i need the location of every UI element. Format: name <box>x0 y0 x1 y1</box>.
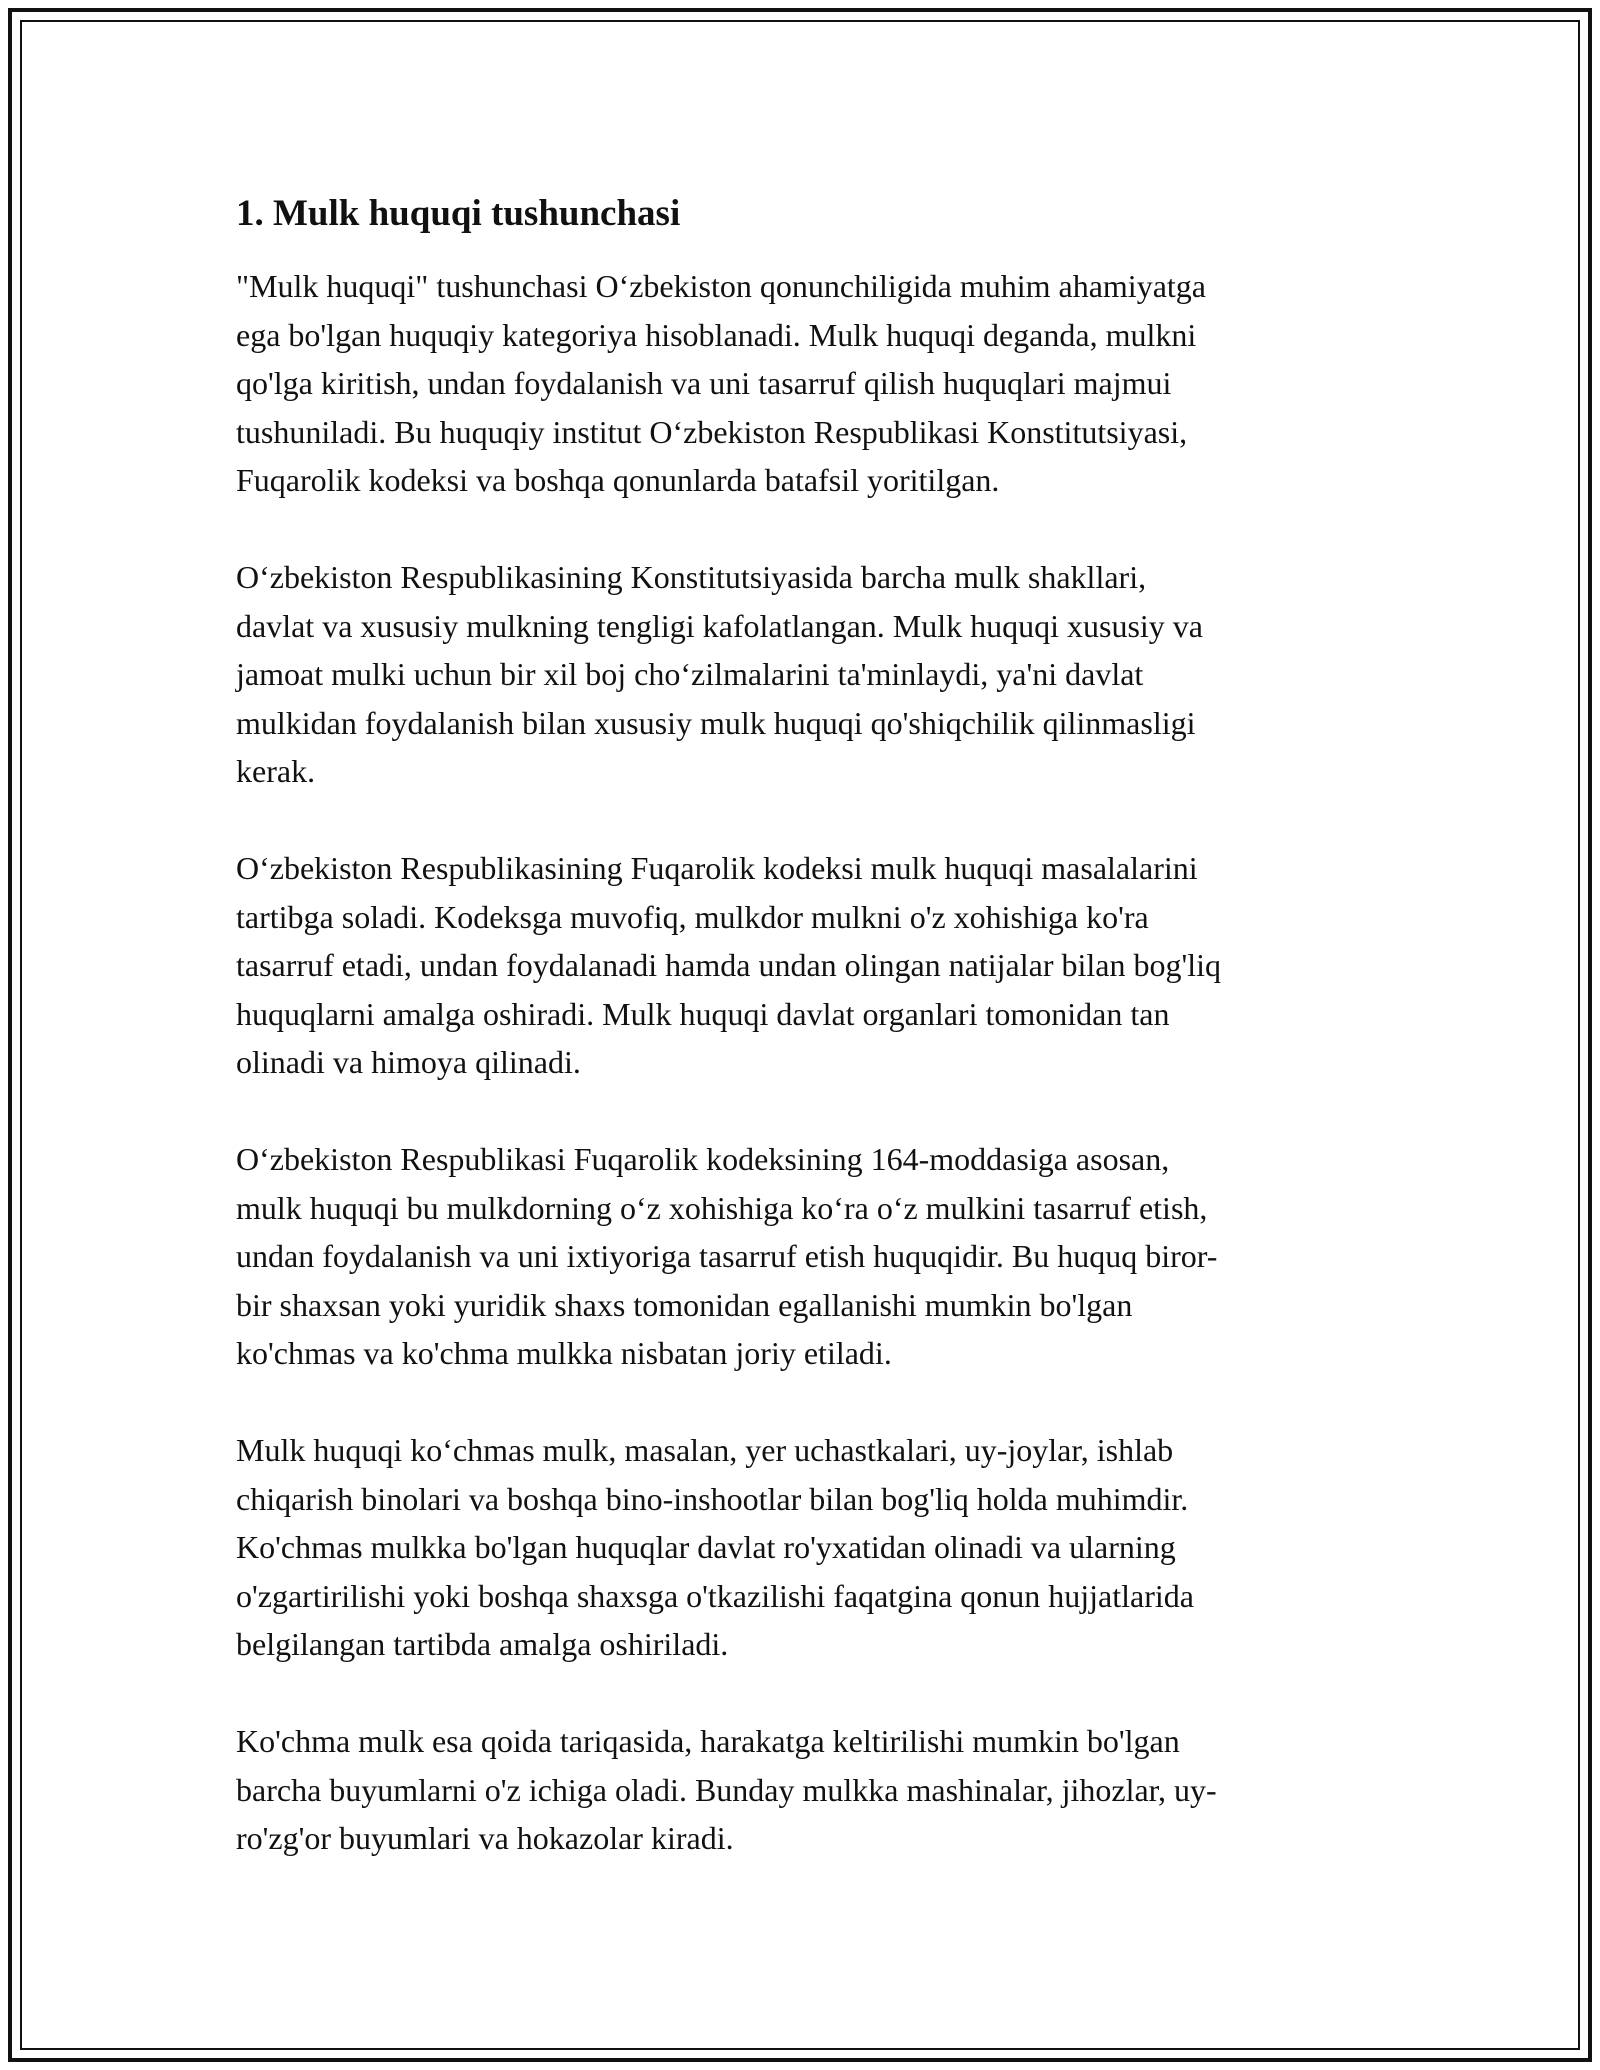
paragraph-4: O‘zbekiston Respublikasi Fuqarolik kodeksining 164-moddasiga asosan, mulk huquqi bu mulkdorning o‘z xohishiga ko‘ra o‘z mulkini tasarruf etish, undan foydalanish va uni ixtiyoriga tasarruf etish huquqidir. Bu huquq biror- bir shaxsan yoki yuridik shaxs tomonidan egallanishi mumkin bo'lgan ko'chmas va ko'chma mulkka nisbatan joriy etiladi. <box>236 1141 1218 1371</box>
paragraph-2: O‘zbekiston Respublikasining Konstitutsiyasida barcha mulk shakllari, davlat va xususiy mulkning tengligi kafolatlangan. Mulk huquqi xususiy va jamoat mulki uchun bir xil boj cho‘zilmalarini ta'minlaydi, ya'ni davlat mulkidan foydalanish bilan xususiy mulk huquqi qo'shiqchilik qilinmasligi kerak. <box>236 559 1203 789</box>
paragraph-3: O‘zbekiston Respublikasining Fuqarolik kodeksi mulk huquqi masalalarini tartibga soladi. Kodeksga muvofiq, mulkdor mulkni o'z xohishiga ko'ra tasarruf etadi, undan foydalanadi hamda undan olingan natijalar bilan bog'liq huquqlarni amalga oshiradi. Mulk huquqi davlat organlari tomonidan tan olinadi va himoya qilinadi. <box>236 850 1221 1080</box>
paragraph-1: "Mulk huquqi" tushunchasi O‘zbekiston qonunchiligida muhim ahamiyatga ega bo'lgan huquqiy kategoriya hisoblanadi. Mulk huquqi deganda, mulkni qo'lga kiritish, undan foydalanish va uni tasarruf qilish huquqlari majmui tushuniladi. Bu huquqiy institut O‘zbekiston Respublikasi Konstitutsiyasi, Fuqarolik kodeksi va boshqa qonunlarda batafsil yoritilgan. <box>236 268 1206 498</box>
paragraph-5: Mulk huquqi ko‘chmas mulk, masalan, yer uchastkalari, uy-joylar, ishlab chiqarish binolari va boshqa bino-inshootlar bilan bog'liq holda muhimdir. Ko'chmas mulkka bo'lgan huquqlar davlat ro'yxatidan olinadi va ularning o'zgartirilishi yoki boshqa shaxsga o'tkazilishi faqatgina qonun hujjatlarida belgilangan tartibda amalga oshiriladi. <box>236 1432 1194 1662</box>
document-body <box>236 188 1376 1863</box>
section-heading: 1. Mulk huquqi tushunchasi <box>236 193 681 234</box>
paragraph-6: Ko'chma mulk esa qoida tariqasida, harakatga keltirilishi mumkin bo'lgan barcha buyumlarni o'z ichiga oladi. Bunday mulkka mashinalar, jihozlar, uy- ro'zg'or buyumlari va hokazolar kiradi. <box>236 1723 1217 1856</box>
